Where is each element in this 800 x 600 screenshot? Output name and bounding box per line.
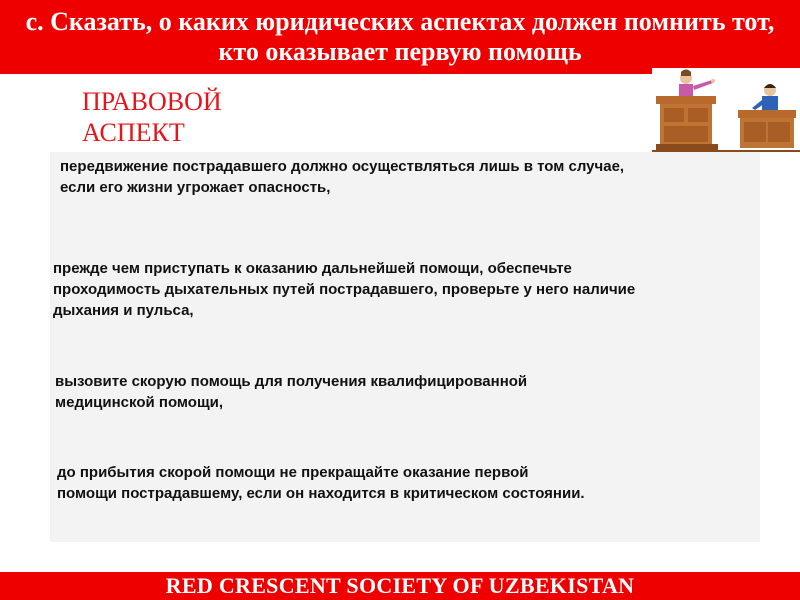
organization-name: RED CRESCENT SOCIETY OF UZBEKISTAN — [165, 573, 635, 598]
courtroom-icon — [652, 68, 800, 152]
legal-point-4: до прибытия скорой помощи не прекращайте оказание первой помощи пострадавшему, если он находится в критическом состоянии. — [57, 464, 585, 502]
legal-point-3: вызовите скорую помощь для получения квалифицированной медицинской помощи, — [55, 373, 528, 411]
legal-point-1: передвижение пострадавшего должно осуществляться лишь в том случае, если его жизни угрожает опасность, — [60, 158, 625, 196]
footer-bar — [0, 572, 800, 600]
legal-point-2: прежде чем приступать к оказанию дальнейшей помощи, обеспечьте проходимость дыхательных путей пострадавшего, проверьте у него наличие дыхания и пульса, — [53, 260, 636, 319]
section-title: ПРАВОВОЙ АСПЕКТ — [82, 87, 222, 147]
header-bar — [0, 0, 800, 74]
slide-title: с. Сказать, о каких юридических аспектах должен помнить тот, кто оказывает первую помощь — [25, 7, 775, 66]
